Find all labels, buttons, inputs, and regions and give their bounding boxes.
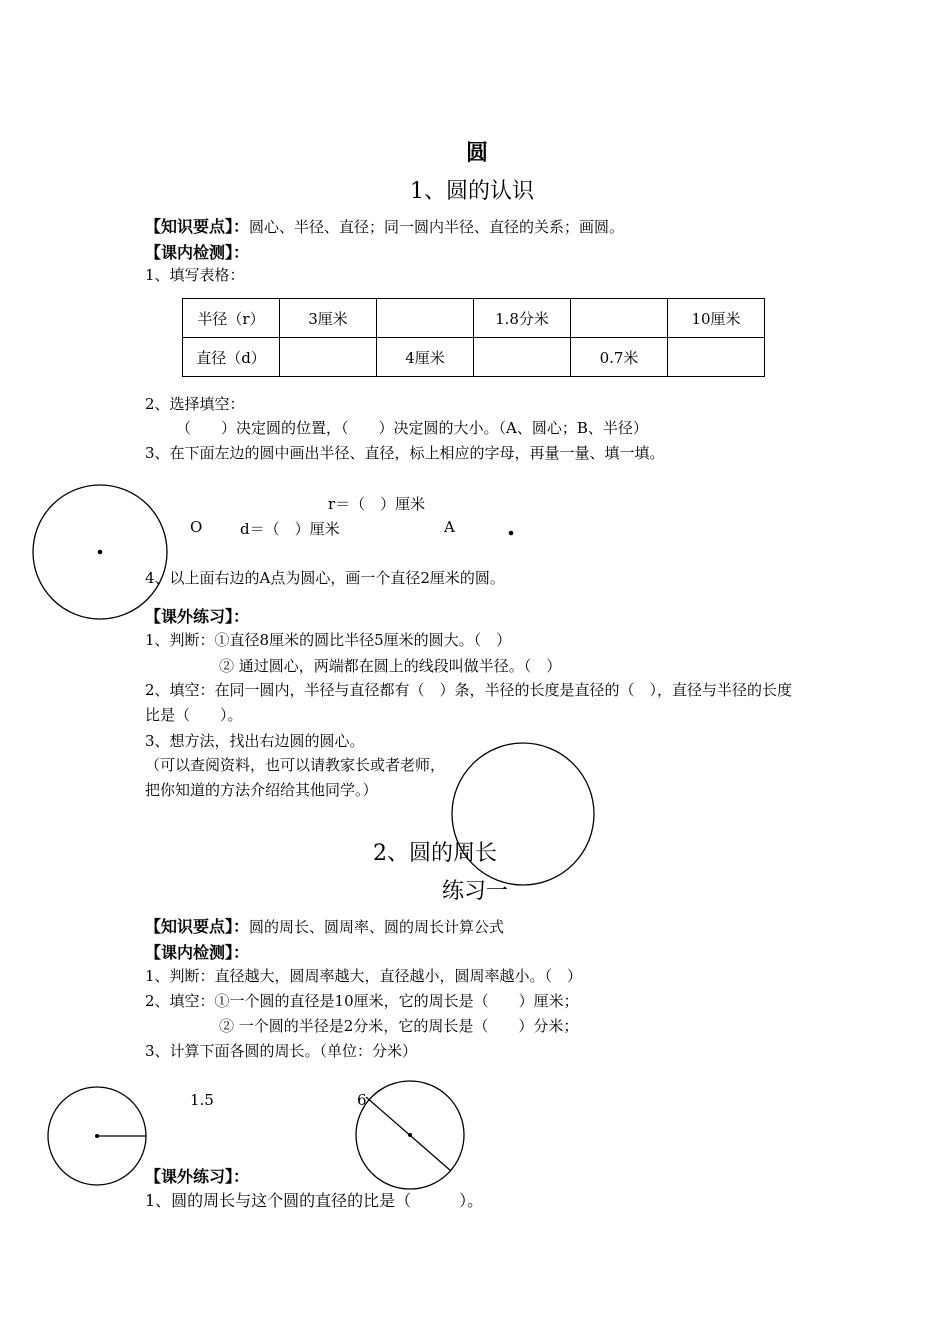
center-label-o: O: [190, 518, 203, 536]
homework-1-1b: ② 通过圆心，两端都在圆上的线段叫做半径。（ ）: [219, 657, 562, 675]
table-cell: 1.8分米: [474, 299, 571, 338]
circle1-radius-label: 1.5: [190, 1091, 214, 1109]
homework-2-1: 1、圆的周长与这个圆的直径的比是（ ）。: [145, 1191, 484, 1210]
point-label-a: A: [444, 518, 455, 536]
section2-title: 2、圆的周长: [373, 841, 497, 866]
table-cell: 3厘米: [280, 299, 377, 338]
question-2-2b: ② 一个圆的半径是2分米，它的周长是（ ）分米；: [219, 1017, 579, 1035]
question-1-1: 1、填写表格：: [145, 266, 245, 284]
radius-blank: r＝（ ）厘米: [328, 495, 426, 513]
key-points-label: 【知识要点】：: [145, 917, 250, 936]
question-2-2a: 2、填空：①一个圆的直径是10厘米，它的周长是（ ）厘米；: [145, 992, 579, 1010]
homework-label-1: 【课外练习】：: [145, 607, 250, 626]
question-1-4: 4、以上面右边的A点为圆心，画一个直径2厘米的圆。: [145, 569, 505, 587]
key-points-text: 圆的周长、圆周率、圆的周长计算公式: [249, 918, 505, 936]
circle2-diameter-label: 6: [357, 1091, 367, 1109]
question-2-3: 3、计算下面各圆的周长。（单位：分米）: [145, 1042, 418, 1060]
question-1-2: 2、选择填空：: [145, 395, 245, 413]
homework-1-2b: 比是（ ）。: [145, 706, 243, 724]
table-cell: 10厘米: [668, 299, 765, 338]
section2-subtitle: 练习一: [442, 879, 509, 904]
homework-1-3-note-2: 把你知道的方法介绍给其他同学。）: [145, 781, 378, 799]
question-2-1: 1、判断：直径越大，圆周率越大，直径越小，圆周率越小。（ ）: [145, 967, 583, 985]
homework-label-2: 【课外练习】：: [145, 1167, 250, 1186]
key-points-text: 圆心、半径、直径；同一圆内半径、直径的关系；画圆。: [249, 218, 625, 236]
center-dot: [408, 1133, 412, 1137]
circle-o-figure: [33, 485, 167, 619]
key-points-label: 【知识要点】：: [145, 217, 250, 236]
circle-radius-figure: [48, 1087, 146, 1185]
center-dot: [98, 550, 103, 555]
find-center-circle: [452, 743, 594, 885]
question-1-3: 3、在下面左边的圆中画出半径、直径，标上相应的字母，再量一量、填一填。: [145, 444, 665, 462]
homework-1-3: 3、想方法，找出右边圆的圆心。: [145, 732, 365, 750]
table-cell: 0.7米: [571, 338, 668, 377]
in-class-label-1: 【课内检测】：: [145, 243, 250, 262]
homework-1-2a: 2、填空：在同一圆内，半径与直径都有（ ）条，半径的长度是直径的（ ），直径与半径的长度: [145, 681, 793, 699]
document-title: 圆: [466, 141, 489, 166]
section1-title: 1、圆的认识: [410, 179, 534, 204]
table-cell: 4厘米: [377, 338, 474, 377]
table-cell: 直径（d）: [183, 338, 280, 377]
homework-1-3-note-1: （可以查阅资料，也可以请教家长或者老师，: [145, 756, 446, 774]
center-dot: [95, 1134, 99, 1138]
circle-diameter-figure: [356, 1081, 464, 1189]
in-class-label-2: 【课内检测】：: [145, 943, 250, 962]
table-cell: 半径（r）: [183, 299, 280, 338]
homework-1-1a: 1、判断：①直径8厘米的圆比半径5厘米的圆大。（ ）: [145, 631, 512, 649]
diameter-blank: d＝（ ）厘米: [240, 520, 340, 538]
question-1-2-line: （ ）决定圆的位置，（ ）决定圆的大小。（A、圆心；B、半径）: [176, 419, 648, 437]
point-a-dot: [509, 531, 514, 536]
